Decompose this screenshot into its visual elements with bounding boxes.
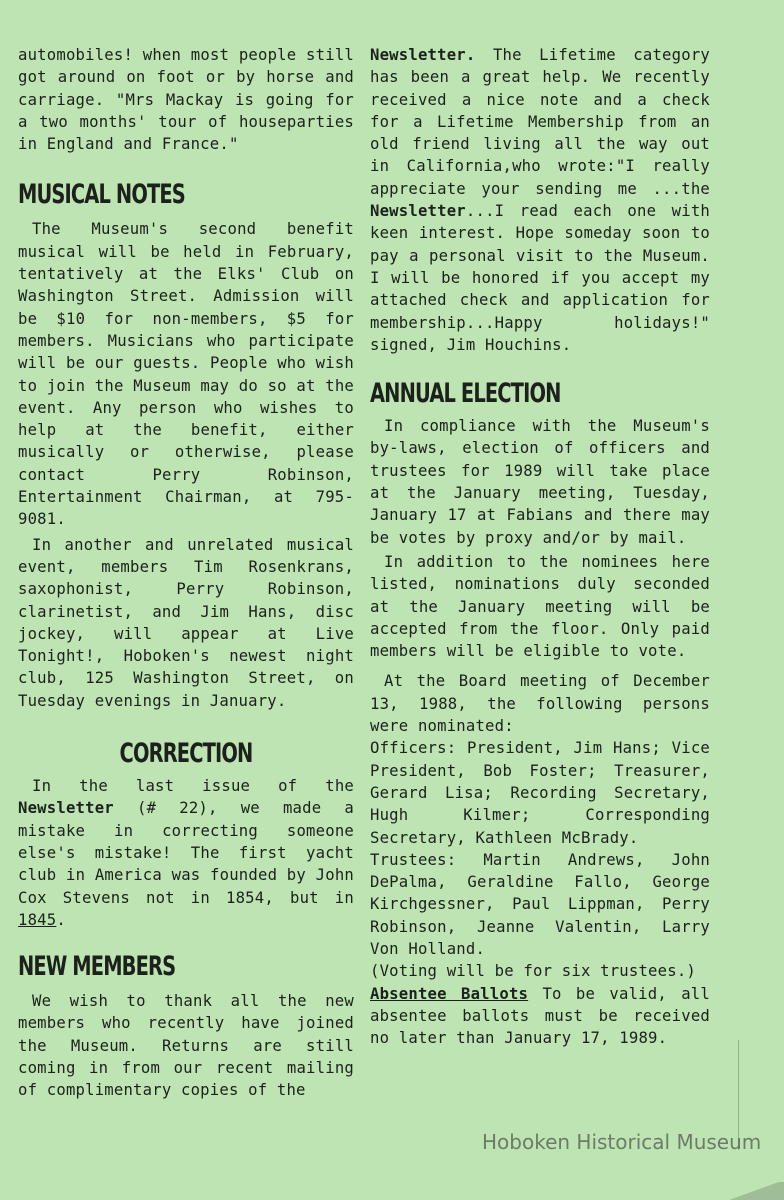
absentee-text: To be valid, all absentee ballots must be received no later than January 17, 1989. [370,984,710,1048]
officers-list: Officers: President, Jim Hans; Vice President, Bob Foster; Treasurer, Gerard Lisa; Recording Secretary, Hugh Kilmer; Corresponding Secretary, Kathleen McBrady. [370,739,710,847]
election-paragraph-3: At the Board meeting of December 13, 1988, the following persons were nominated: [370,672,710,736]
absentee-paragraph [370,983,710,1050]
musical-notes-heading: MUSICAL NOTES [18,179,185,211]
musical-notes-paragraph-1: The Museum's second benefit musical will be held in February, tentatively at the Elks' Club on Washington Street. Admission will be $10 for non-members, $5 for members. Musicians who participate will be our guests. People who wish to join the Museum may do so at the event. Any person who wishes to help at the benefit, either musically or otherwise, please contact Perry Robinson, Entertainment Chairman, at 795-9081. [18,220,354,529]
page-corner [724,1182,784,1200]
voting-note: (Voting will be for six trustees.) [370,962,696,981]
newsletter-ref-1: Newsletter. [370,46,476,64]
new-members-paragraph: We wish to thank all the new members who recently have joined the Museum. Returns are still coming in from our recent mailing of complimentary copies of the [18,992,354,1100]
continued-paragraph [370,44,710,356]
continued-text-b: ...I read each one with keen interest. Hope someday soon to pay a personal visit to the Museum. I will be honored if you accept my attached check and application for membership...Happy holidays!" signed, Jim Houchins. [370,202,710,354]
watermark: Hoboken Historical Museum [482,1130,762,1154]
new-members-heading: NEW MEMBERS [18,951,176,983]
newsletter-ref: Newsletter [18,799,114,818]
intro-paragraph: automobiles! when most people still got around on foot or by horse and carriage. "Mrs Mackay is going for a two months' tour of houseparties in England and France." [18,46,354,154]
correction-text-a: In the last issue of the [32,777,354,796]
corrected-year: 1845 [18,910,57,929]
absentee-label: Absentee Ballots [370,984,529,1003]
newsletter-ref-2: Newsletter [370,202,466,221]
correction-end: . [56,910,66,929]
election-paragraph-1: In compliance with the Museum's by-laws, election of officers and trustees for 1989 will take place at the January meeting, Tuesday, January 17 at Fabians and there may be votes by proxy and/or by mail. [370,417,710,547]
left-column [18,44,354,1102]
correction-paragraph [18,775,354,931]
election-paragraph-2: In addition to the nominees here listed, nominations duly seconded at the January meeting will be accepted from the floor. Only paid members will be eligible to vote. [370,552,710,661]
correction-heading: CORRECTION [119,738,253,770]
annual-election-heading: ANNUAL ELECTION [370,378,561,410]
continued-text-a: The Lifetime category has been a great help. We recently received a nice note and a check for a Lifetime Membership from an old friend living all the way out in California,who wrote:"I really appreciate your sending me ...the [370,46,710,198]
correction-text-b: (# 22), we made a mistake in correcting someone else's mistake! The first yacht club in America was founded by John Cox Stevens not in 1854, but in [18,799,354,907]
right-column [370,44,710,1049]
trustees-list: Trustees: Martin Andrews, John DePalma, Geraldine Fallo, George Kirchgessner, Paul Lippman, Perry Robinson, Jeanne Valentin, Larry Von Holland. [370,850,710,958]
musical-notes-paragraph-2: In another and unrelated musical event, members Tim Rosenkrans, saxophonist, Perry Robinson, clarinetist, and Jim Hans, disc jockey, will appear at Live Tonight!, Hoboken's newest night club, 125 Washington Street, on Tuesday evenings in January. [18,535,354,710]
